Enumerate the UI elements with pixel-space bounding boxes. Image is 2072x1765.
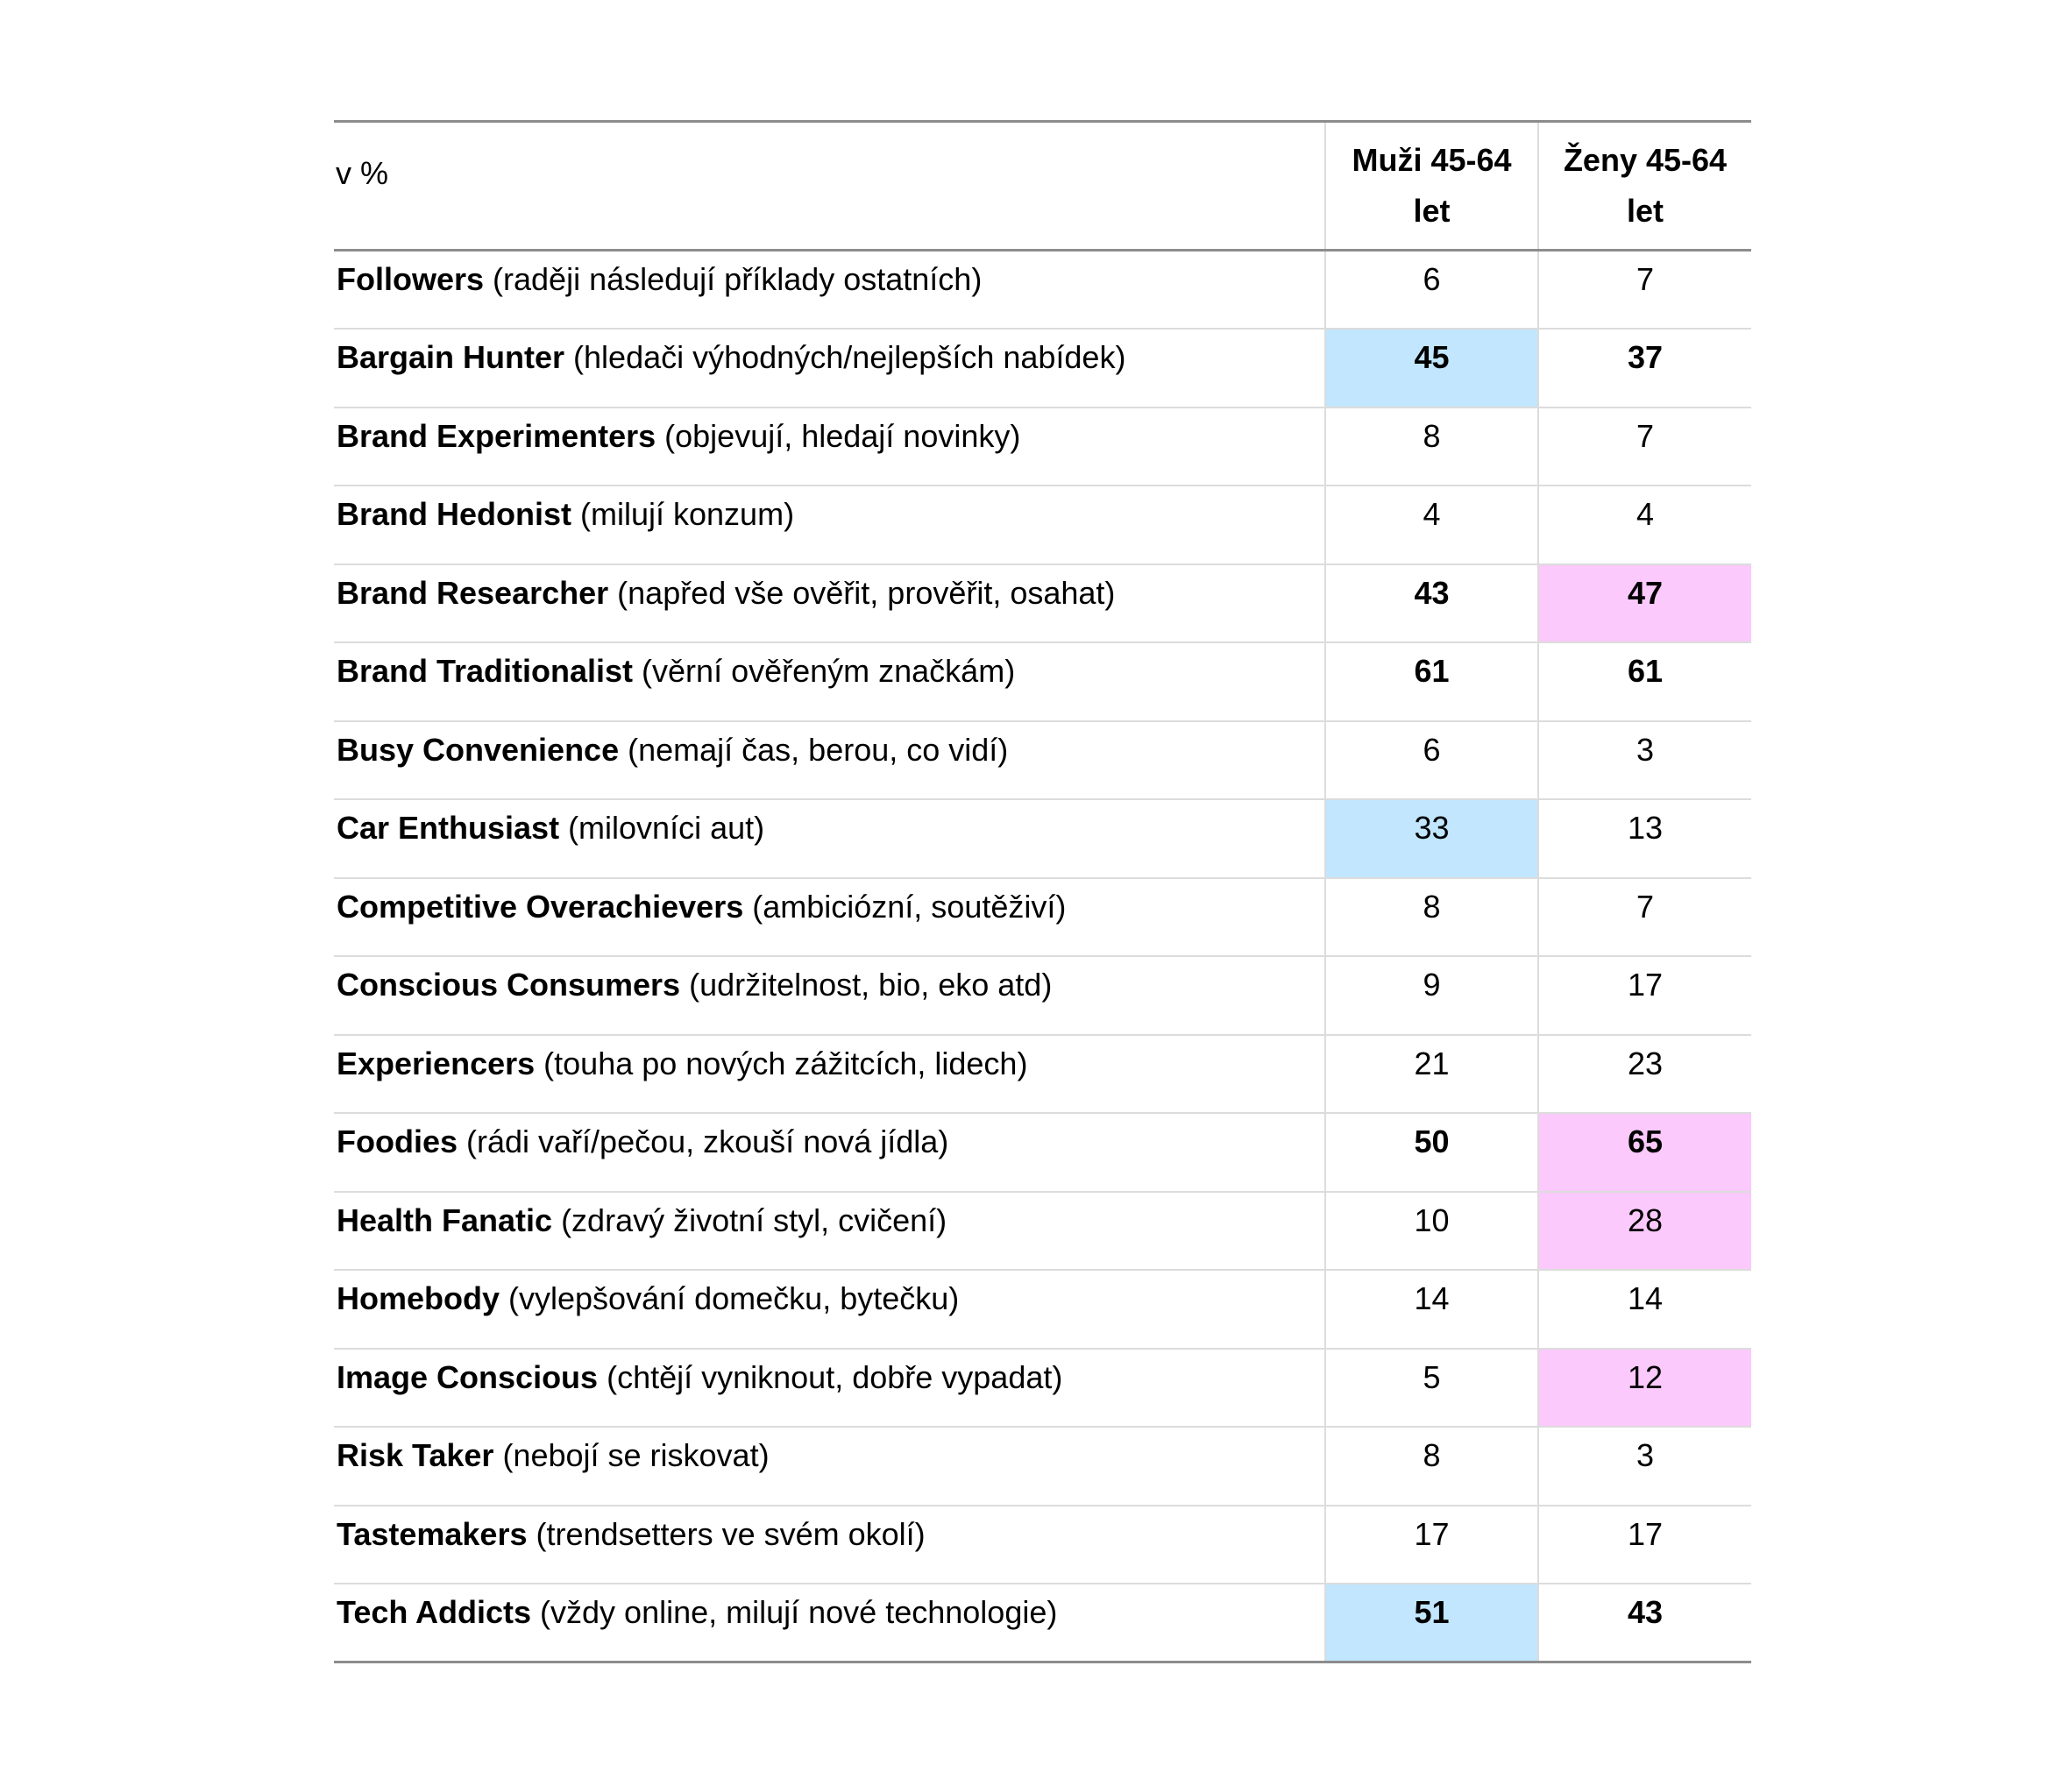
table-row bbox=[334, 1035, 1751, 1114]
segment-label bbox=[334, 721, 1325, 800]
value-men: 50 bbox=[1325, 1113, 1538, 1192]
segment-label bbox=[334, 408, 1325, 486]
segment-label bbox=[334, 1192, 1325, 1271]
segment-label bbox=[334, 878, 1325, 957]
segment-description: (raději následují příklady ostatních) bbox=[484, 261, 983, 297]
value-women: 3 bbox=[1538, 1427, 1751, 1506]
table-header bbox=[334, 122, 1751, 251]
table-row bbox=[334, 1270, 1751, 1349]
value-men: 8 bbox=[1325, 1427, 1538, 1506]
segment-name: Busy Convenience bbox=[337, 731, 620, 768]
value-men: 6 bbox=[1325, 721, 1538, 800]
header-row bbox=[334, 122, 1751, 251]
value-men: 5 bbox=[1325, 1349, 1538, 1428]
segment-label bbox=[334, 1506, 1325, 1584]
segment-label bbox=[334, 1270, 1325, 1349]
column-header-women: Ženy 45-64 let bbox=[1538, 122, 1751, 251]
value-women: 17 bbox=[1538, 956, 1751, 1035]
value-women: 65 bbox=[1538, 1113, 1751, 1192]
segment-description: (věrní ověřeným značkám) bbox=[633, 653, 1016, 689]
segment-label bbox=[334, 1349, 1325, 1428]
segment-name: Experiencers bbox=[337, 1045, 536, 1081]
segment-name: Brand Researcher bbox=[337, 574, 609, 611]
value-men: 45 bbox=[1325, 329, 1538, 408]
segment-name: Tech Addicts bbox=[337, 1594, 532, 1630]
segment-label bbox=[334, 799, 1325, 878]
column-header-men: Muži 45-64 let bbox=[1325, 122, 1538, 251]
table-row bbox=[334, 486, 1751, 564]
table-row bbox=[334, 1584, 1751, 1662]
value-women: 23 bbox=[1538, 1035, 1751, 1114]
segment-description: (trendsetters ve svém okolí) bbox=[527, 1515, 926, 1552]
segment-description: (objevují, hledají novinky) bbox=[656, 417, 1021, 454]
value-women: 7 bbox=[1538, 251, 1751, 330]
value-women: 61 bbox=[1538, 642, 1751, 721]
segment-label bbox=[334, 1584, 1325, 1662]
segment-description: (ambiciózní, soutěživí) bbox=[743, 888, 1067, 925]
table-row bbox=[334, 408, 1751, 486]
segment-label bbox=[334, 251, 1325, 330]
value-men: 17 bbox=[1325, 1506, 1538, 1584]
segment-label bbox=[334, 956, 1325, 1035]
segment-description: (vylepšování domečku, bytečku) bbox=[500, 1280, 960, 1316]
table-row bbox=[334, 721, 1751, 800]
segment-label bbox=[334, 329, 1325, 408]
segment-description: (chtějí vyniknout, dobře vypadat) bbox=[598, 1358, 1063, 1395]
value-men: 6 bbox=[1325, 251, 1538, 330]
segment-name: Tastemakers bbox=[337, 1515, 528, 1552]
segment-description: (milují konzum) bbox=[571, 496, 795, 532]
value-women: 17 bbox=[1538, 1506, 1751, 1584]
segment-label bbox=[334, 564, 1325, 643]
table-row bbox=[334, 1113, 1751, 1192]
value-women: 3 bbox=[1538, 721, 1751, 800]
unit-label: v % bbox=[336, 155, 389, 191]
table-row bbox=[334, 1427, 1751, 1506]
table-row bbox=[334, 1349, 1751, 1428]
value-men: 10 bbox=[1325, 1192, 1538, 1271]
value-men: 14 bbox=[1325, 1270, 1538, 1349]
segment-description: (milovníci aut) bbox=[559, 810, 765, 846]
segment-description: (zdravý životní styl, cvičení) bbox=[552, 1201, 947, 1238]
segment-name: Followers bbox=[337, 261, 485, 297]
value-men: 33 bbox=[1325, 799, 1538, 878]
value-women: 7 bbox=[1538, 408, 1751, 486]
value-women: 14 bbox=[1538, 1270, 1751, 1349]
segment-name: Bargain Hunter bbox=[337, 339, 565, 375]
segment-name: Foodies bbox=[337, 1124, 458, 1159]
value-men: 8 bbox=[1325, 408, 1538, 486]
segment-description: (touha po nových zážitcích, lidech) bbox=[535, 1045, 1028, 1081]
segments-table-wrapper bbox=[334, 120, 1751, 1663]
segment-label bbox=[334, 1427, 1325, 1506]
segment-label bbox=[334, 1113, 1325, 1192]
value-men: 51 bbox=[1325, 1584, 1538, 1662]
value-men: 21 bbox=[1325, 1035, 1538, 1114]
value-women: 7 bbox=[1538, 878, 1751, 957]
segment-name: Brand Experimenters bbox=[337, 417, 656, 454]
value-men: 4 bbox=[1325, 486, 1538, 564]
table-row bbox=[334, 1192, 1751, 1271]
value-women: 12 bbox=[1538, 1349, 1751, 1428]
segment-label bbox=[334, 486, 1325, 564]
value-women: 47 bbox=[1538, 564, 1751, 643]
value-men: 9 bbox=[1325, 956, 1538, 1035]
segment-name: Competitive Overachievers bbox=[337, 888, 744, 925]
table-row bbox=[334, 251, 1751, 330]
segment-description: (vždy online, milují nové technologie) bbox=[531, 1594, 1058, 1630]
segment-description: (rádi vaří/pečou, zkouší nová jídla) bbox=[458, 1124, 949, 1159]
value-men: 8 bbox=[1325, 878, 1538, 957]
table-row bbox=[334, 799, 1751, 878]
value-women: 43 bbox=[1538, 1584, 1751, 1662]
table-row bbox=[334, 564, 1751, 643]
segment-description: (napřed vše ověřit, prověřit, osahat) bbox=[608, 574, 1116, 611]
segment-description: (nebojí se riskovat) bbox=[493, 1437, 770, 1473]
table-row bbox=[334, 878, 1751, 957]
value-women: 28 bbox=[1538, 1192, 1751, 1271]
table-row bbox=[334, 1506, 1751, 1584]
segment-name: Health Fanatic bbox=[337, 1201, 553, 1238]
segment-name: Car Enthusiast bbox=[337, 810, 560, 846]
segments-table bbox=[334, 120, 1751, 1663]
table-body bbox=[334, 251, 1751, 1662]
segment-label bbox=[334, 1035, 1325, 1114]
segment-name: Risk Taker bbox=[337, 1437, 494, 1473]
segment-description: (hledači výhodných/nejlepších nabídek) bbox=[564, 339, 1126, 375]
value-women: 37 bbox=[1538, 329, 1751, 408]
value-women: 13 bbox=[1538, 799, 1751, 878]
segment-name: Image Conscious bbox=[337, 1358, 599, 1395]
table-row bbox=[334, 956, 1751, 1035]
segment-description: (udržitelnost, bio, eko atd) bbox=[680, 967, 1053, 1003]
segment-name: Homebody bbox=[337, 1280, 500, 1316]
table-row bbox=[334, 329, 1751, 408]
segment-description: (nemají čas, berou, co vidí) bbox=[619, 731, 1009, 768]
value-men: 61 bbox=[1325, 642, 1538, 721]
value-women: 4 bbox=[1538, 486, 1751, 564]
segment-name: Brand Traditionalist bbox=[337, 653, 634, 689]
segment-label bbox=[334, 642, 1325, 721]
value-men: 43 bbox=[1325, 564, 1538, 643]
segment-name: Brand Hedonist bbox=[337, 496, 572, 532]
segment-name: Conscious Consumers bbox=[337, 967, 681, 1003]
table-row bbox=[334, 642, 1751, 721]
